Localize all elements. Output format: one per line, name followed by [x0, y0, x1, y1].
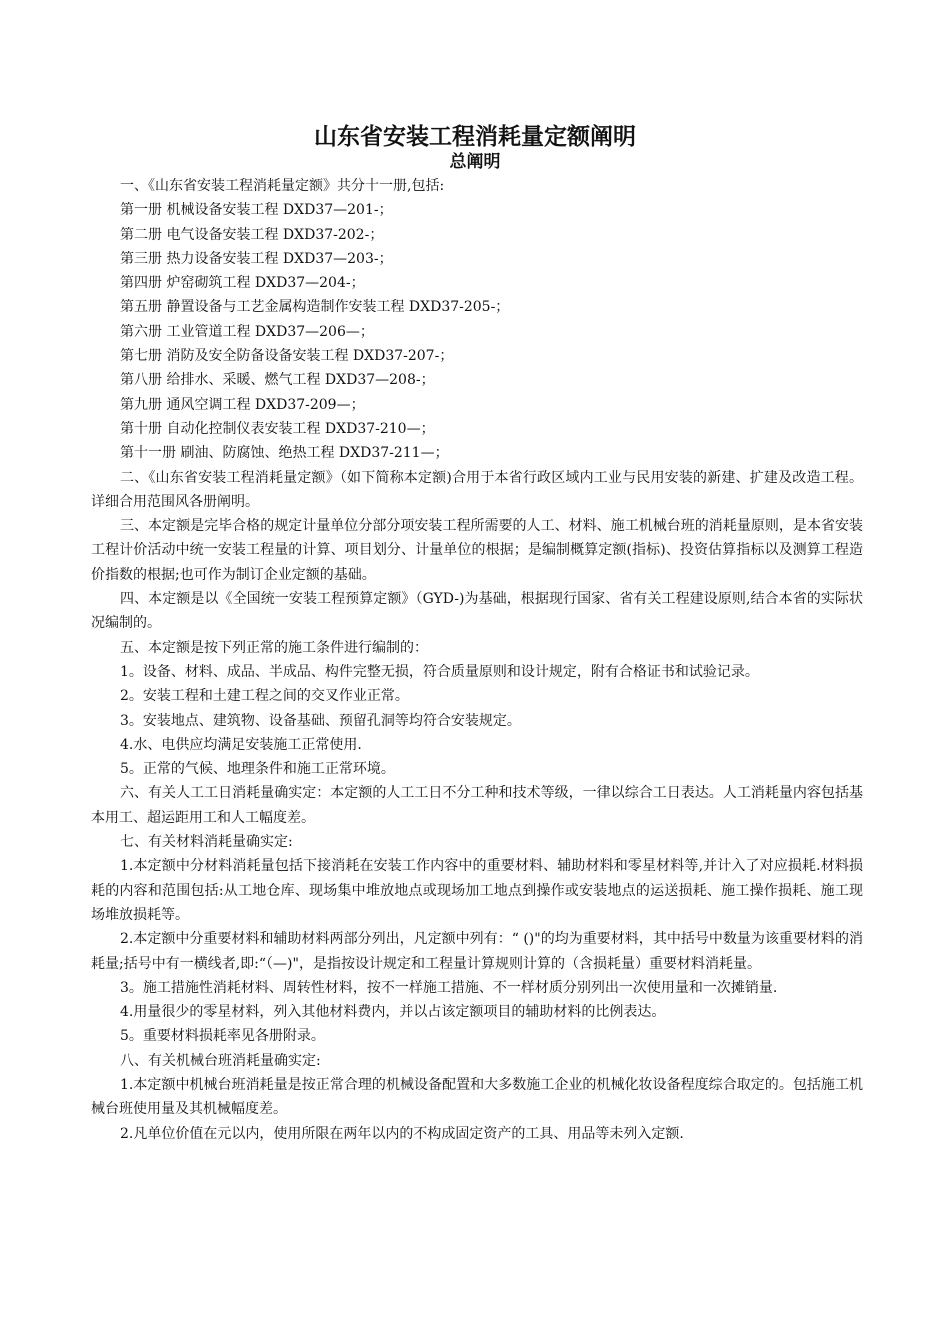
paragraph: 4.水、电供应均满足安装施工正常使用.	[120, 736, 362, 753]
document-subtitle: 总阐明	[449, 152, 501, 172]
paragraph: 第二册 电气设备安装工程 DXD37-202-；	[120, 226, 384, 243]
paragraph: 四、本定额是以《全国统一安装工程预算定额》（GYD-)为基础，根据现行国家、省有关工程建设原则,结合本省的实际状况编制的。	[91, 591, 863, 632]
paragraph: 二、《山东省安装工程消耗量定额》（如下简称本定额)合用于本省行政区域内工业与民用安装的新建、扩建及改造工程。详细合用范围风各册阐明。	[91, 469, 863, 510]
paragraph: 第五册 静置设备与工艺金属构造制作安装工程 DXD37-205-；	[120, 299, 510, 316]
paragraph: 三、本定额是完毕合格的规定计量单位分部分项安装工程所需要的人工、材料、施工机械台班的消耗量原则，是本省安装工程计价活动中统一安装工程量的计算、项目划分、计量单位的根据；是编制概算定额(指标)、投资估算指标以及测算工程造价指数的根据;也可作为制订企业定额的基础。	[91, 518, 863, 583]
paragraph: 2。安装工程和土建工程之间的交叉作业正常。	[120, 688, 409, 705]
document-body	[91, 174, 863, 1146]
paragraph: 3。施工措施性消耗材料、周转性材料，按不一样施工措施、不一样材质分别列出一次使用量和一次摊销量.	[120, 979, 778, 996]
paragraph: 第八册 给排水、采暖、燃气工程 DXD37—208-；	[120, 372, 435, 389]
paragraph: 七、有关材料消耗量确实定:	[120, 834, 293, 851]
paragraph: 第三册 热力设备安装工程 DXD37—203-；	[120, 250, 393, 267]
paragraph: 5。正常的气候、地理条件和施工正常环境。	[120, 761, 395, 778]
document-title: 山东省安装工程消耗量定额阐明	[314, 124, 636, 150]
paragraph: 5。重要材料损耗率见各册附录。	[120, 1028, 325, 1045]
paragraph: 1.本定额中分材料消耗量包括下接消耗在安装工作内容中的重要材料、辅助材料和零星材料等,并计入了对应损耗.材料损耗的内容和范围包括:从工地仓库、现场集中堆放地点或现场加工地点到操作或安装地点的运送损耗、施工操作损耗、施工现场堆放损耗等。	[91, 858, 863, 923]
paragraph: 2.凡单位价值在元以内，使用所限在两年以内的不构成固定资产的工具、用品等未列入定额.	[120, 1125, 684, 1142]
paragraph: 第十册 自动化控制仪表安装工程 DXD37-210—；	[120, 420, 435, 437]
paragraph: 第一册 机械设备安装工程 DXD37—201-；	[120, 202, 393, 219]
paragraph: 第六册 工业管道工程 DXD37—206—；	[120, 323, 374, 340]
paragraph: 第十一册 刷油、防腐蚀、绝热工程 DXD37-211—；	[120, 445, 449, 462]
paragraph: 4.用量很少的零星材料，列入其他材料费内，并以占该定额项目的辅助材料的比例表达。	[120, 1004, 666, 1021]
paragraph: 第九册 通风空调工程 DXD37-209—；	[120, 396, 365, 413]
paragraph: 六、有关人工工日消耗量确实定：本定额的人工工日不分工种和技术等级，一律以综合工日表达。人工消耗量内容包括基本用工、超运距用工和人工幅度差。	[91, 785, 863, 826]
paragraph: 3。安装地点、建筑物、设备基础、预留孔洞等均符合安装规定。	[120, 712, 521, 729]
paragraph: 第四册 炉窑砌筑工程 DXD37—204-；	[120, 275, 365, 292]
paragraph: 五、本定额是按下列正常的施工条件进行编制的：	[120, 639, 428, 656]
paragraph: 第七册 消防及安全防备设备安装工程 DXD37-207-；	[120, 348, 454, 365]
paragraph: 一、《山东省安装工程消耗量定额》共分十一册,包括:	[120, 178, 445, 194]
paragraph: 1.本定额中机械台班消耗量是按正常合理的机械设备配置和大多数施工企业的机械化妆设备程度综合取定的。包括施工机械台班使用量及其机械幅度差。	[91, 1076, 863, 1118]
paragraph: 八、有关机械台班消耗量确实定:	[120, 1052, 321, 1069]
paragraph: 2.本定额中分重要材料和辅助材料两部分列出，凡定额中列有：“ ()"的均为重要材料，其中括号中数量为该重要材料的消耗量;括号中有一横线者,即:“（—)"，是指按设计规定和工程量计算规则计算的（含损耗量）重要材料消耗量。	[91, 931, 863, 972]
paragraph: 1。设备、材料、成品、半成品、构件完整无损，符合质量原则和设计规定，附有合格证书和试验记录。	[120, 663, 759, 680]
